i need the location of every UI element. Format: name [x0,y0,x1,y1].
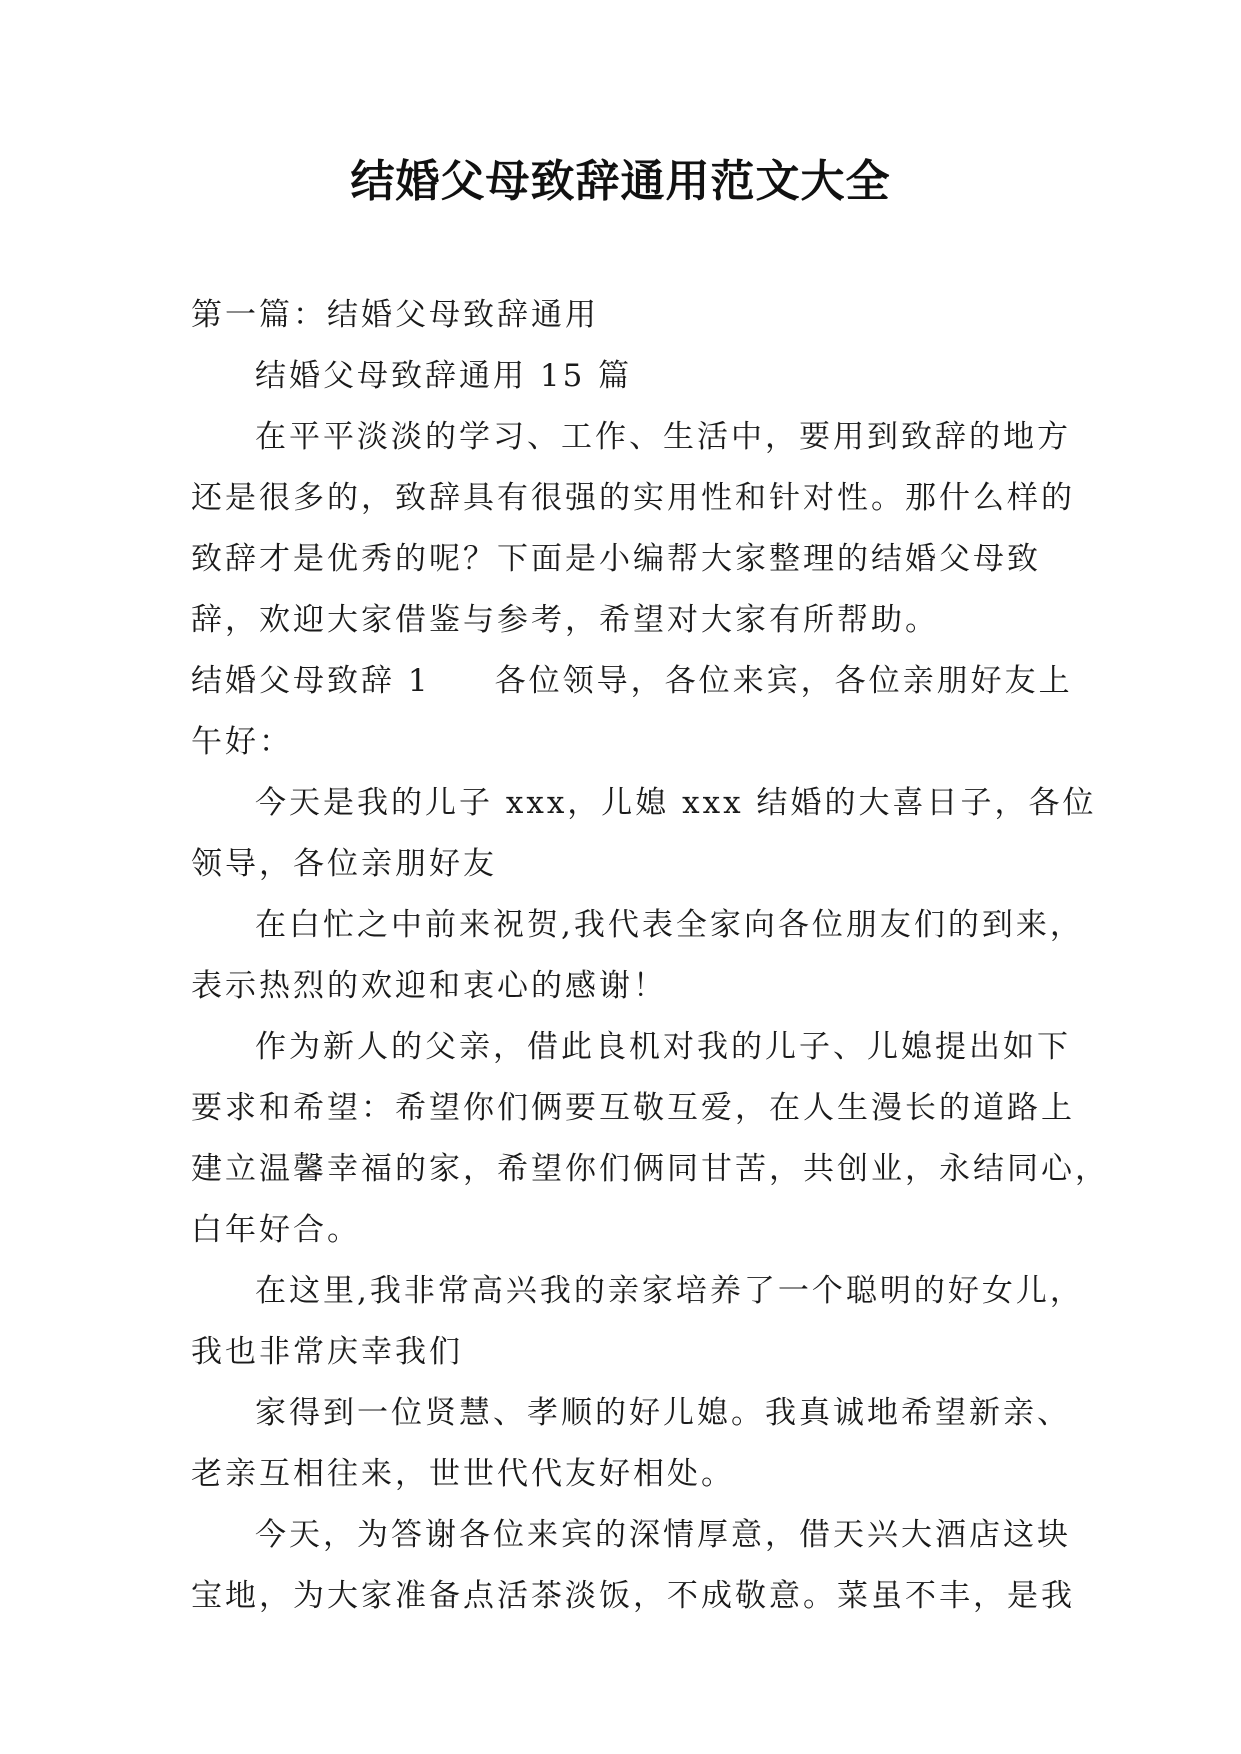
document-body [191,285,1109,1627]
paragraph-line: 还是很多的，致辞具有很强的实用性和针对性。那什么样的 [191,480,1075,516]
paragraph-line: 今天是我的儿子 xxx，儿媳 xxx 结婚的大喜日子，各位 [255,785,1097,821]
paragraph-line: 老亲互相往来，世世代代友好相处。 [191,1456,735,1492]
paragraph-line: 我也非常庆幸我们 [191,1334,463,1370]
paragraph-line: 在平平淡淡的学习、工作、生活中，要用到致辞的地方 [255,419,1071,455]
paragraph-line: 今天，为答谢各位来宾的深情厚意，借天兴大酒店这块 [255,1517,1071,1553]
paragraph-line: 建立温馨幸福的家，希望你们俩同甘苦，共创业，永结同心， [191,1151,1109,1187]
paragraph-line: 在这里,我非常高兴我的亲家培养了一个聪明的好女儿， [255,1273,1084,1309]
section-heading: 第一篇：结婚父母致辞通用 [191,297,599,333]
paragraph-line: 作为新人的父亲，借此良机对我的儿子、儿媳提出如下 [255,1029,1071,1065]
paragraph-line: 家得到一位贤慧、孝顺的好儿媳。我真诚地希望新亲、 [255,1395,1071,1431]
paragraph-line: 致辞才是优秀的呢？下面是小编帮大家整理的结婚父母致 [191,541,1041,577]
subtitle-line: 结婚父母致辞通用 15 篇 [255,358,633,394]
paragraph-line: 领导，各位亲朋好友 [191,846,497,882]
document-title: 结婚父母致辞通用范文大全 [350,156,891,207]
paragraph-line: 辞，欢迎大家借鉴与参考，希望对大家有所帮助。 [191,602,939,638]
paragraph-line: 午好： [191,724,293,760]
paragraph-line: 要求和希望：希望你们俩要互敬互爱，在人生漫长的道路上 [191,1090,1075,1126]
speech-opening: 各位领导，各位来宾，各位亲朋好友上 [494,663,1073,699]
paragraph-line: 在白忙之中前来祝贺,我代表全家向各位朋友们的到来， [255,907,1084,943]
speech-heading: 结婚父母致辞 1 [191,663,431,699]
paragraph-line: 白年好合。 [191,1212,361,1248]
paragraph-line: 表示热烈的欢迎和衷心的感谢！ [191,968,667,1004]
speech-heading-line [191,651,1073,712]
paragraph-line: 宝地，为大家准备点活茶淡饭，不成敬意。菜虽不丰，是我 [191,1578,1075,1614]
